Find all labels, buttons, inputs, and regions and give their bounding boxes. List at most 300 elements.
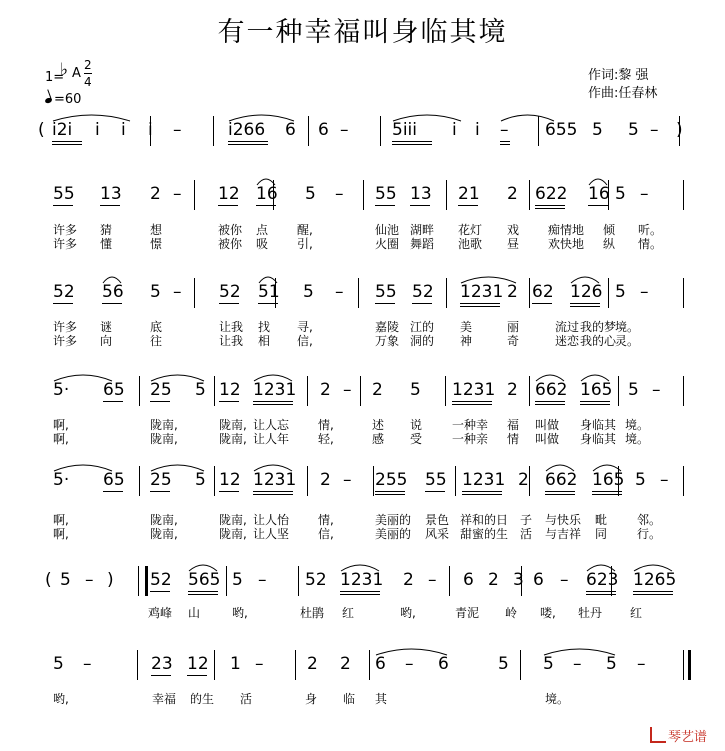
note-token: 65 [103, 470, 125, 490]
lyric-word: 叫做 [535, 418, 560, 432]
note-token: 5 [592, 120, 603, 140]
lyric-word: 丽 [507, 320, 520, 334]
lyric-word: 万象 [375, 334, 400, 348]
note-token: 12 [219, 380, 241, 400]
lyric-word: 景色 [425, 513, 450, 527]
beam-underline [586, 591, 616, 592]
beam-underline [375, 494, 405, 495]
quarter-note-icon [44, 97, 52, 104]
bar-line [683, 180, 684, 210]
slur-mark [633, 562, 673, 572]
bar-line [683, 466, 684, 496]
lyric-word: 青泥 [455, 606, 480, 620]
beam-underline [462, 494, 502, 495]
note-token: 165 [592, 470, 625, 490]
note-token: 2 [340, 654, 351, 674]
bar-line [226, 566, 227, 596]
lyric-word: 让我 [219, 334, 244, 348]
bar-line [683, 278, 684, 308]
lyric-word: 子 [520, 513, 533, 527]
slur-path [53, 115, 130, 121]
note-token: 5 [303, 282, 314, 302]
lyric-word: 美 [460, 320, 473, 334]
lyric-word: 许多 [53, 237, 78, 251]
note-token: – [640, 184, 649, 204]
lyric-word: 懂 [100, 237, 113, 251]
bar-line [295, 650, 296, 680]
lyric-word: 情 [507, 432, 520, 446]
lyric-word: 身临其 [580, 418, 617, 432]
slur-path [189, 565, 217, 571]
lyric-word: 境。 [625, 418, 650, 432]
lyric-word: 火圈 [375, 237, 400, 251]
bar-line [529, 376, 530, 406]
lyric-word: 信, [297, 334, 313, 348]
note-token: – [85, 570, 94, 590]
note-token: i [148, 120, 153, 140]
beam-underline [375, 303, 395, 304]
lyric-word: 境。 [625, 432, 650, 446]
bar-line [683, 650, 684, 680]
slur-path [546, 465, 574, 471]
composer-credit: 作曲:任春林 [588, 86, 658, 101]
beam-underline [102, 303, 122, 304]
lyric-word: 往 [150, 334, 163, 348]
bar-line [520, 650, 521, 680]
lyric-word: 仙池 [375, 223, 400, 237]
lyric-word: 憬 [150, 237, 163, 251]
lyric-word: 的生 [190, 692, 215, 706]
note-token: 5· [53, 470, 70, 490]
lyric-word: 红 [342, 606, 355, 620]
lyric-word: 引, [297, 237, 313, 251]
note-token: 16 [588, 184, 610, 204]
note-token: 5 [615, 184, 626, 204]
beam-underline [219, 401, 239, 402]
note-token: 51 [258, 282, 280, 302]
beam-underline [392, 141, 432, 142]
note-token: – [335, 282, 344, 302]
note-token: i [121, 120, 126, 140]
lyric-word: 一种亲 [452, 432, 489, 446]
beam-underline [375, 491, 405, 492]
bar-line [145, 566, 148, 596]
lyric-word: 纵 [603, 237, 616, 251]
beam-underline [150, 401, 170, 402]
note-token: 1 [230, 654, 241, 674]
slur-mark [535, 372, 565, 382]
beam-underline [219, 303, 239, 304]
lyric-word: 喽, [540, 606, 556, 620]
beam-underline [460, 306, 500, 307]
lyric-word: 找 [258, 320, 271, 334]
lyric-word: 身 [305, 692, 318, 706]
lyric-word: 临 [343, 692, 356, 706]
beam-underline [545, 491, 575, 492]
slur-path [581, 375, 609, 381]
slur-path [634, 565, 672, 571]
note-token: – [343, 380, 352, 400]
note-token: 5 [410, 380, 421, 400]
lyric-word: 山 [188, 606, 201, 620]
watermark-logo: 琴艺谱 [650, 726, 707, 745]
note-token: 52 [53, 282, 75, 302]
lyric-word: 让人怡 [253, 513, 290, 527]
lyric-word: 谜 [100, 320, 113, 334]
lyric-word: 红 [630, 606, 643, 620]
lyric-word: 陇南, [219, 513, 247, 527]
slur-path [461, 277, 516, 283]
beam-underline [570, 303, 600, 304]
slur-path [54, 465, 112, 471]
note-token: i [452, 120, 457, 140]
lyric-word: 陇南, [219, 527, 247, 541]
time-signature-line [84, 73, 92, 74]
note-token: 622 [535, 184, 568, 204]
slur-mark [460, 274, 517, 284]
note-token: 565 [188, 570, 221, 590]
bar-line [298, 566, 299, 596]
beam-underline [219, 491, 239, 492]
note-token: – [335, 184, 344, 204]
beam-underline [425, 491, 445, 492]
bar-line [139, 376, 140, 406]
bar-line [194, 180, 195, 210]
lyric-word: 猜 [100, 223, 113, 237]
bar-line [194, 278, 195, 308]
lyric-word: 让我 [219, 320, 244, 334]
lyric-word: 情, [318, 418, 334, 432]
slur-mark [258, 274, 278, 284]
lyric-word: 灵。 [615, 334, 640, 348]
note-token: 1231 [340, 570, 384, 590]
note-token: – [652, 380, 661, 400]
bar-line [214, 650, 215, 680]
note-token: 6 [375, 654, 386, 674]
lyric-word: 叫做 [535, 432, 560, 446]
lyric-word: 我的梦 [580, 320, 617, 334]
note-token: 6 [285, 120, 296, 140]
note-token: – [343, 470, 352, 490]
slur-path [103, 277, 121, 283]
lyric-word: 祥和的日 [460, 513, 509, 527]
lyric-word: 倾 [603, 223, 616, 237]
slur-mark [392, 112, 462, 122]
note-token: – [340, 120, 349, 140]
lyric-word: 甜蜜的生 [460, 527, 509, 541]
notation-row-l1 [0, 116, 725, 156]
lyric-word: 许多 [53, 223, 78, 237]
note-token: – [500, 120, 509, 140]
note-token: i2i [52, 120, 73, 140]
beam-underline [452, 401, 492, 402]
beam-underline [412, 303, 432, 304]
lyric-word: 陇南, [150, 418, 178, 432]
beam-underline [532, 303, 552, 304]
beam-underline [150, 591, 170, 592]
lyric-word: 寻, [297, 320, 313, 334]
note-token: 5iii [392, 120, 417, 140]
notation-row-l4 [0, 376, 725, 416]
lyric-word: 哟, [53, 692, 69, 706]
note-token: 5 [232, 570, 243, 590]
lyric-word: 痴情地 [548, 223, 585, 237]
lyric-word: 底 [150, 320, 163, 334]
note-token: 52 [305, 570, 327, 590]
lyric-word: 江的 [410, 320, 435, 334]
lyric-word: 岭 [505, 606, 518, 620]
note-token: 25 [150, 380, 172, 400]
note-token: 56 [102, 282, 124, 302]
beam-underline [253, 491, 293, 492]
lyric-word: 让人坚 [253, 527, 290, 541]
note-token: 255 [375, 470, 408, 490]
lyric-word: 境。 [545, 692, 570, 706]
slur-mark [500, 112, 555, 122]
note-token: 16 [256, 184, 278, 204]
lyric-word: 迷恋 [555, 334, 580, 348]
slur-mark [543, 646, 616, 656]
lyric-word: 洞的 [410, 334, 435, 348]
bar-line [360, 376, 361, 406]
beam-underline [253, 494, 293, 495]
beam-underline [375, 205, 395, 206]
note-token: 6 [463, 570, 474, 590]
lyric-word: 信, [318, 527, 334, 541]
note-token: 52 [219, 282, 241, 302]
lyric-word: 昼 [507, 237, 520, 251]
lyric-word: 与快乐 [545, 513, 582, 527]
note-token: – [173, 120, 182, 140]
note-token: 5 [635, 470, 646, 490]
beam-underline [460, 303, 500, 304]
note-token: 55 [375, 184, 397, 204]
note-token: – [573, 654, 582, 674]
lyric-word: 感 [372, 432, 385, 446]
bar-line [307, 376, 308, 406]
lyric-word: 被你 [218, 237, 243, 251]
note-token: 55 [53, 184, 75, 204]
note-token: 5 [498, 654, 509, 674]
beam-underline [258, 303, 278, 304]
note-token: – [650, 120, 659, 140]
note-token: 2 [320, 470, 331, 490]
key-letter: A [72, 66, 81, 81]
bar-line [445, 376, 446, 406]
bar-line [139, 466, 140, 496]
slur-mark [150, 372, 205, 382]
note-token: 6 [533, 570, 544, 590]
slur-path [151, 465, 204, 471]
lyric-word: 行。 [637, 527, 662, 541]
slur-mark [586, 562, 616, 572]
beam-underline [410, 205, 430, 206]
lyric-word: 我的心 [580, 334, 617, 348]
slur-mark [253, 372, 293, 382]
note-token: – [173, 282, 182, 302]
note-token: i [95, 120, 100, 140]
lyric-word: 戏 [507, 223, 520, 237]
note-token: ) [107, 570, 114, 590]
beam-underline [535, 404, 565, 405]
lyric-word: 美丽的 [375, 527, 412, 541]
note-token: 3 [513, 570, 524, 590]
lyric-word: 想 [150, 223, 163, 237]
bar-line [618, 376, 619, 406]
note-token: 623 [586, 570, 619, 590]
beam-underline [633, 591, 673, 592]
beam-underline [570, 306, 600, 307]
lyric-word: 幸福 [152, 692, 177, 706]
beam-underline [53, 205, 73, 206]
time-signature-top: 2 [84, 58, 92, 72]
bar-line [529, 278, 530, 308]
lyric-word: 醒, [297, 223, 313, 237]
bar-line [529, 466, 530, 496]
lyric-word: 流过 [555, 320, 580, 334]
note-token: 2 [507, 282, 518, 302]
lyric-word: 池歌 [458, 237, 483, 251]
note-token: 52 [412, 282, 434, 302]
note-token: 2 [320, 380, 331, 400]
note-token: 662 [535, 380, 568, 400]
song-title: 有一种幸福叫身临其境 [217, 17, 508, 48]
note-token: 5 [53, 654, 64, 674]
lyric-word: 湖畔 [410, 223, 435, 237]
lyric-word: 相 [258, 334, 271, 348]
lyric-word: 让人年 [253, 432, 290, 446]
slur-mark [580, 372, 610, 382]
note-token: 5 [195, 470, 206, 490]
beam-underline [586, 594, 616, 595]
beam-underline [228, 144, 268, 145]
lyric-word: 神 [460, 334, 473, 348]
lyric-word: 陇南, [150, 527, 178, 541]
beam-underline [53, 303, 73, 304]
slur-path [151, 375, 204, 381]
notation-row-l7 [0, 650, 725, 690]
slur-path [501, 115, 554, 121]
lyric-word: 轻, [318, 432, 334, 446]
beam-underline [462, 491, 502, 492]
flat-sign: ♭ [60, 60, 69, 80]
lyric-word: 听。 [638, 223, 663, 237]
lyric-word: 与吉祥 [545, 527, 582, 541]
slur-mark [52, 112, 131, 122]
note-token: 5 [195, 380, 206, 400]
slur-path [589, 179, 607, 185]
note-token: – [640, 282, 649, 302]
bar-line [363, 180, 364, 210]
note-token: 5 [543, 654, 554, 674]
note-token: 5 [150, 282, 161, 302]
note-token: i [475, 120, 480, 140]
beam-underline [52, 144, 82, 145]
lyric-word: 境。 [615, 320, 640, 334]
note-token: – [405, 654, 414, 674]
note-token: 655 [545, 120, 578, 140]
note-token: – [560, 570, 569, 590]
lyric-word: 哟, [232, 606, 248, 620]
time-signature-bottom: 4 [84, 75, 92, 89]
slur-mark [592, 462, 622, 472]
beam-underline [103, 491, 123, 492]
lyric-word: 陇南, [219, 432, 247, 446]
note-token: – [660, 470, 669, 490]
note-token: 2 [507, 380, 518, 400]
note-token: 1231 [253, 470, 297, 490]
lyric-word: 花灯 [458, 223, 483, 237]
note-token: 5 [628, 380, 639, 400]
lyric-word: 美丽的 [375, 513, 412, 527]
beam-underline [187, 675, 207, 676]
lyric-word: 杜鹃 [300, 606, 325, 620]
lyric-word: 陇南, [219, 418, 247, 432]
note-token: ( [38, 120, 45, 140]
note-token: 2 [150, 184, 161, 204]
beam-underline [256, 205, 276, 206]
note-token: ( [45, 570, 52, 590]
lyric-word: 被你 [218, 223, 243, 237]
note-token: 6 [318, 120, 329, 140]
beam-underline [588, 205, 608, 206]
beam-underline [392, 144, 432, 145]
slur-path [393, 115, 461, 121]
note-token: 2 [507, 184, 518, 204]
tempo-marking: =60 [45, 92, 81, 107]
lyric-word: 嘉陵 [375, 320, 400, 334]
slur-path [376, 649, 447, 655]
notation-row-l6 [0, 566, 725, 606]
beam-underline [580, 404, 610, 405]
note-token: i266 [228, 120, 266, 140]
bar-line [380, 116, 381, 146]
note-token: 5· [53, 380, 70, 400]
beam-underline [150, 491, 170, 492]
lyric-word: 点 [256, 223, 269, 237]
note-token: 2 [518, 470, 529, 490]
beam-underline [100, 205, 120, 206]
slur-mark [340, 562, 380, 572]
notation-row-l2 [0, 180, 725, 220]
lyric-word: 陇南, [150, 513, 178, 527]
lyric-word: 毗 [595, 513, 608, 527]
beam-underline [458, 205, 478, 206]
bar-line [369, 650, 370, 680]
beam-underline [253, 404, 293, 405]
lyric-word: 同 [595, 527, 608, 541]
beam-underline [340, 594, 380, 595]
bar-line [449, 566, 450, 596]
bar-line [373, 466, 374, 496]
lyric-word: 哟, [400, 606, 416, 620]
slur-mark [570, 274, 600, 284]
lyric-word: 受 [410, 432, 423, 446]
note-token: ) [676, 120, 683, 140]
lyric-word: 活 [520, 527, 533, 541]
note-token: 65 [103, 380, 125, 400]
logo-icon [650, 727, 666, 743]
bar-line [307, 466, 308, 496]
beam-underline [218, 205, 238, 206]
slur-mark [228, 112, 295, 122]
bar-line [529, 180, 530, 210]
lyric-word: 让人忘 [253, 418, 290, 432]
slur-path [254, 465, 292, 471]
lyric-word: 风采 [425, 527, 450, 541]
bar-line [213, 116, 214, 146]
note-token: 126 [570, 282, 603, 302]
